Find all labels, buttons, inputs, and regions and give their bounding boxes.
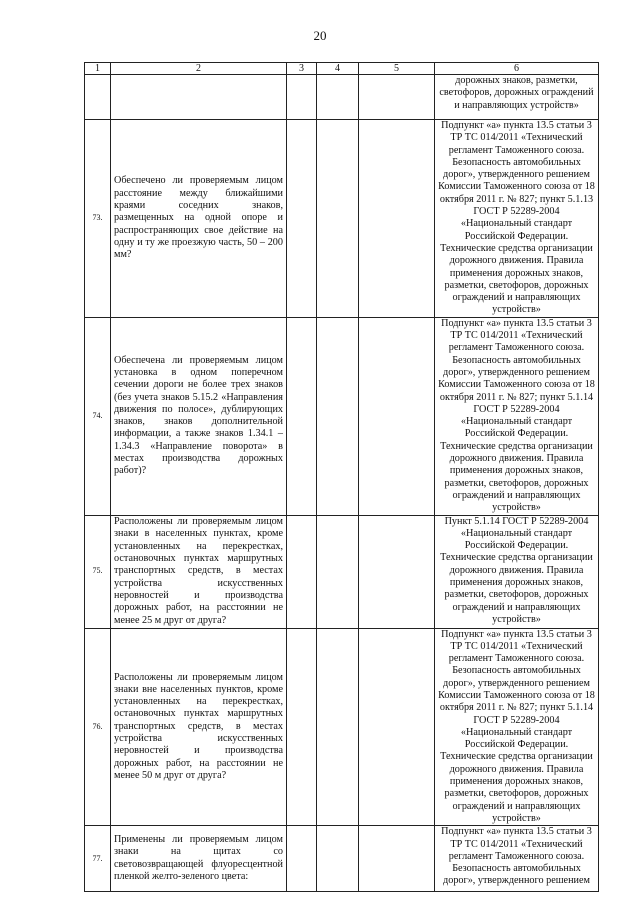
empty-cell [287,628,317,826]
column-header: 1 [85,63,111,75]
question-cell [111,75,287,120]
empty-cell [287,826,317,892]
empty-cell [359,317,435,515]
empty-cell [359,826,435,892]
empty-cell [317,120,359,318]
row-number: 75. [85,515,111,628]
question-cell: Применены ли проверяемым лицом знаки на щитах со световозвращающей флуоресцентной пленкой желто-зеленого цвета: [111,826,287,892]
question-cell: Обеспечена ли проверяемым лицом установка в одном поперечном сечении дороги не более трех знаков (без учета знаков 5.15.2 «Направления движения по полосе», дублирующих знаков, знаков дополнительной информации, а также знаков 1.34.1 – 1.34.3 «Направление поворота» в местах производства дорожных работ)? [111,317,287,515]
empty-cell [317,75,359,120]
page-number: 20 [313,28,327,43]
reference-cell: Подпункт «а» пункта 13.5 статьи 3 ТР ТС 014/2011 «Технический регламент Таможенного союза. Безопасность автомобильных дорог», утвержденного решением Комиссии Таможенного союза от 18 октября 2011 г. № 827; пункт 5.1.14 ГОСТ Р 52289-2004 «Национальный стандарт Российской Федерации. Технические средства организации дорожного движения. Правила применения дорожных знаков, разметки, светофоров, дорожных ограждений и направляющих устройств» [435,317,599,515]
table-row [85,628,599,826]
column-header: 4 [317,63,359,75]
empty-cell [359,628,435,826]
table-row [85,515,599,628]
reference-cell: Пункт 5.1.14 ГОСТ Р 52289-2004 «Национальный стандарт Российской Федерации. Технические средства организации дорожного движения. Правила применения дорожных знаков, разметки, светофоров, дорожных ограждений и направляющих устройств» [435,515,599,628]
empty-cell [287,75,317,120]
reference-cell: Подпункт «а» пункта 13.5 статьи 3 ТР ТС 014/2011 «Технический регламент Таможенного союза. Безопасность автомобильных дорог», утвержденного решением Комиссии Таможенного союза от 18 октября 2011 г. № 827; пункт 5.1.14 ГОСТ Р 52289-2004 «Национальный стандарт Российской Федерации. Технические средства организации дорожного движения. Правила применения дорожных знаков, разметки, светофоров, дорожных ограждений и направляющих устройств» [435,628,599,826]
empty-cell [317,628,359,826]
table-row [85,826,599,892]
reference-cell: Подпункт «а» пункта 13.5 статьи 3 ТР ТС 014/2011 «Технический регламент Таможенного союза. Безопасность автомобильных дорог», утвержденного решением Комиссии Таможенного союза от 18 октября 2011 г. № 827; пункт 5.1.13 ГОСТ Р 52289-2004 «Национальный стандарт Российской Федерации. Технические средства организации дорожного движения. Правила применения дорожных знаков, разметки, светофоров, дорожных ограждений и направляющих устройств» [435,120,599,318]
column-header: 5 [359,63,435,75]
empty-cell [359,75,435,120]
empty-cell [317,317,359,515]
empty-cell [287,317,317,515]
row-number [85,75,111,120]
column-header: 6 [435,63,599,75]
row-number: 74. [85,317,111,515]
question-cell: Расположены ли проверяемым лицом знаки в населенных пунктах, кроме установленных на перекрестках, остановочных пунктах маршрутных транспортных средств, в местах устройства искусственных неровностей и производства дорожных работ, на расстоянии не менее 25 м друг от друга? [111,515,287,628]
column-header: 2 [111,63,287,75]
row-number: 76. [85,628,111,826]
header-row [85,63,599,75]
empty-cell [359,120,435,318]
row-number: 73. [85,120,111,318]
column-header: 3 [287,63,317,75]
empty-cell [317,515,359,628]
row-number: 77. [85,826,111,892]
reference-cell: Подпункт «а» пункта 13.5 статьи 3 ТР ТС 014/2011 «Технический регламент Таможенного союза. Безопасность автомобильных дорог», утвержденного решением [435,826,599,892]
table-row [85,120,599,318]
reference-cell: дорожных знаков, разметки, светофоров, дорожных ограждений и направляющих устройств» [435,75,599,120]
empty-cell [317,826,359,892]
table-row [85,75,599,120]
question-cell: Расположены ли проверяемым лицом знаки вне населенных пунктов, кроме установленных на перекрестках, остановочных пунктах маршрутных транспортных средств, в местах устройства искусственных неровностей и производства дорожных работ, на расстоянии не менее 50 м друг от друга? [111,628,287,826]
empty-cell [287,515,317,628]
table-row [85,317,599,515]
empty-cell [359,515,435,628]
empty-cell [287,120,317,318]
question-cell: Обеспечено ли проверяемым лицом расстояние между ближайшими краями соседних знаков, размещенных на одной опоре и распространяющих свое действие на одну и ту же проезжую часть, 50 – 200 мм? [111,120,287,318]
checklist-table [84,62,599,892]
